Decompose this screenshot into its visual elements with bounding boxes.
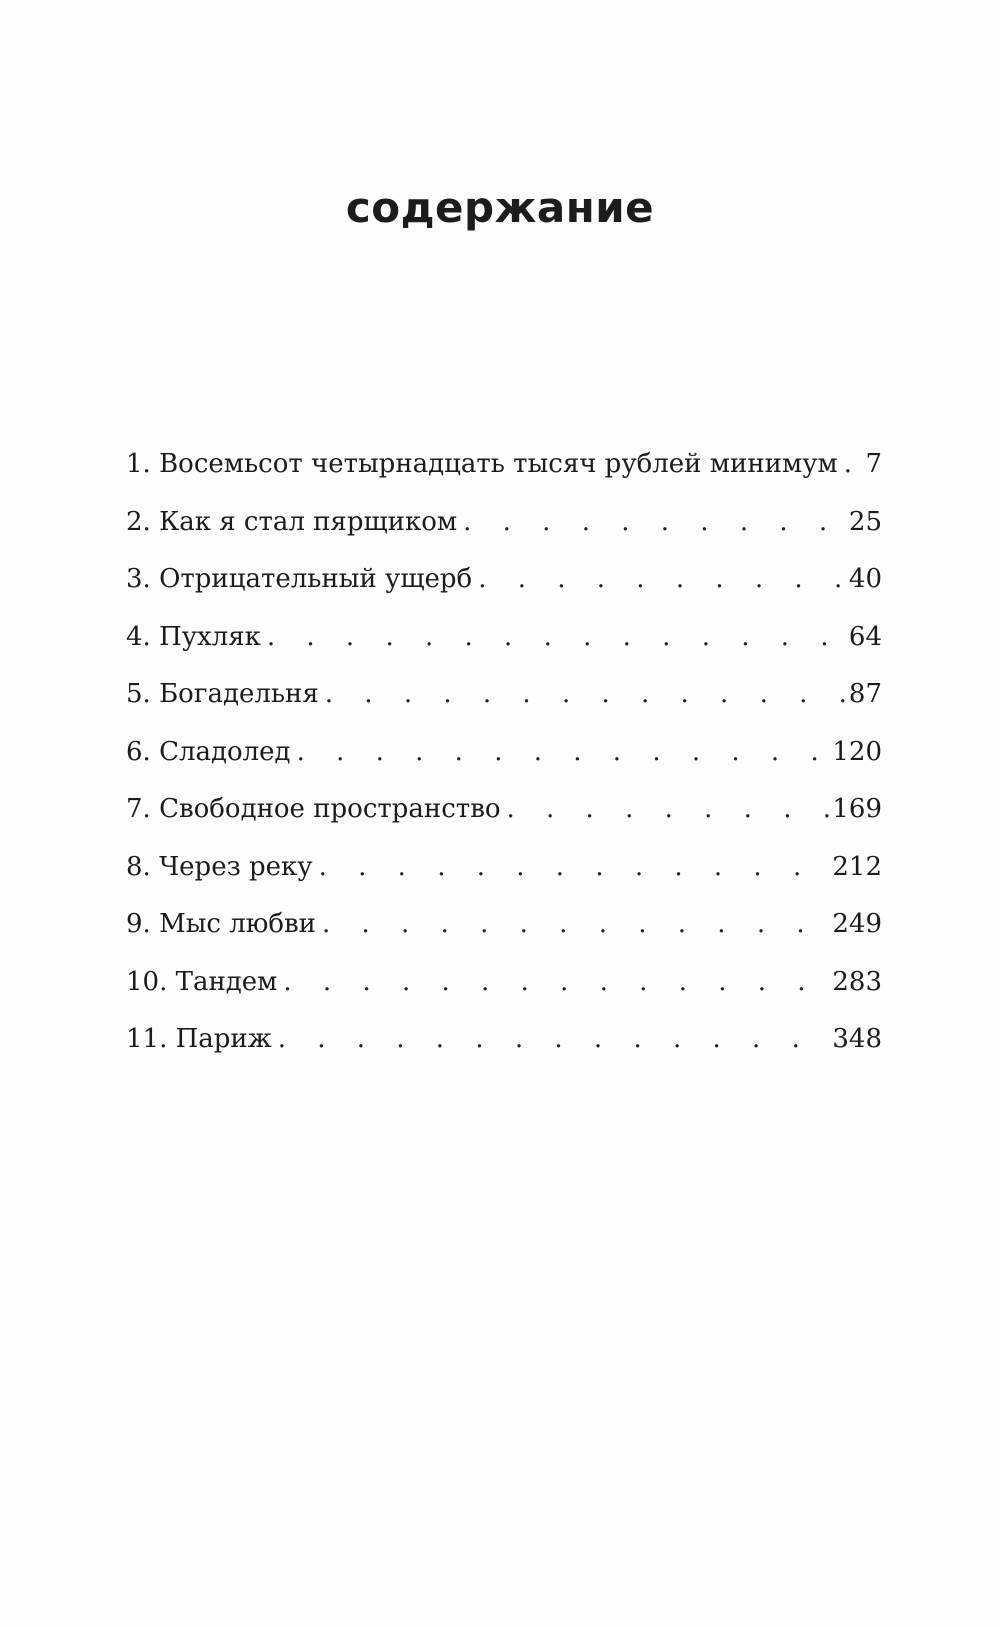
toc-entry-page: 40 xyxy=(848,564,882,594)
dot-leader xyxy=(319,676,847,712)
toc-entry xyxy=(126,676,882,734)
dot-leader xyxy=(272,1021,831,1057)
toc-entry xyxy=(126,734,882,792)
toc-entry-page: 249 xyxy=(832,909,882,939)
dot-leader xyxy=(261,619,847,655)
toc-entry-title: 7. Свободное пространство xyxy=(126,794,501,824)
toc-entry-page: 25 xyxy=(848,506,882,537)
toc-entry-page: 283 xyxy=(832,966,882,997)
toc-entry xyxy=(126,849,882,907)
dot-leader xyxy=(316,906,830,942)
toc-entry-page: 64 xyxy=(848,621,882,652)
toc-entry xyxy=(126,964,882,1022)
page-title: содержание xyxy=(345,183,655,232)
toc-entry xyxy=(126,446,882,504)
toc-entry xyxy=(126,1021,882,1079)
toc-entry-title: 3. Отрицательный ущерб xyxy=(126,564,473,594)
dot-leader xyxy=(457,504,847,540)
toc-entry-title: 10. Тандем xyxy=(126,966,278,997)
toc-entry-page: 212 xyxy=(832,851,882,882)
dot-leader xyxy=(838,446,854,482)
toc-entry-title: 2. Как я стал пярщиком xyxy=(126,506,458,537)
toc-entry-page: 87 xyxy=(848,679,882,709)
toc-entry-title: 8. Через реку xyxy=(126,851,313,882)
table-of-contents xyxy=(126,446,882,1079)
toc-entry-title: 4. Пухляк xyxy=(126,621,261,652)
toc-entry-title: 6. Сладолед xyxy=(126,736,291,767)
toc-entry xyxy=(126,504,882,562)
toc-entry xyxy=(126,906,882,964)
toc-entry-page: 348 xyxy=(832,1024,882,1054)
toc-entry-title: 5. Богадельня xyxy=(126,679,319,709)
toc-entry xyxy=(126,791,882,849)
toc-entry xyxy=(126,619,882,677)
dot-leader xyxy=(313,849,831,885)
toc-entry-title: 9. Мыс любви xyxy=(126,909,316,939)
toc-entry-title: 1. Восемьсот четырнадцать тысяч рублей минимум xyxy=(126,449,838,479)
toc-entry-title: 11. Париж xyxy=(126,1024,272,1054)
toc-entry-page: 7 xyxy=(865,449,882,479)
toc-entry-page: 120 xyxy=(832,736,882,767)
dot-leader xyxy=(277,964,830,1000)
dot-leader xyxy=(291,734,831,770)
toc-entry xyxy=(126,561,882,619)
dot-leader xyxy=(472,561,847,597)
dot-leader xyxy=(501,791,831,827)
toc-entry-page: 169 xyxy=(832,794,882,824)
